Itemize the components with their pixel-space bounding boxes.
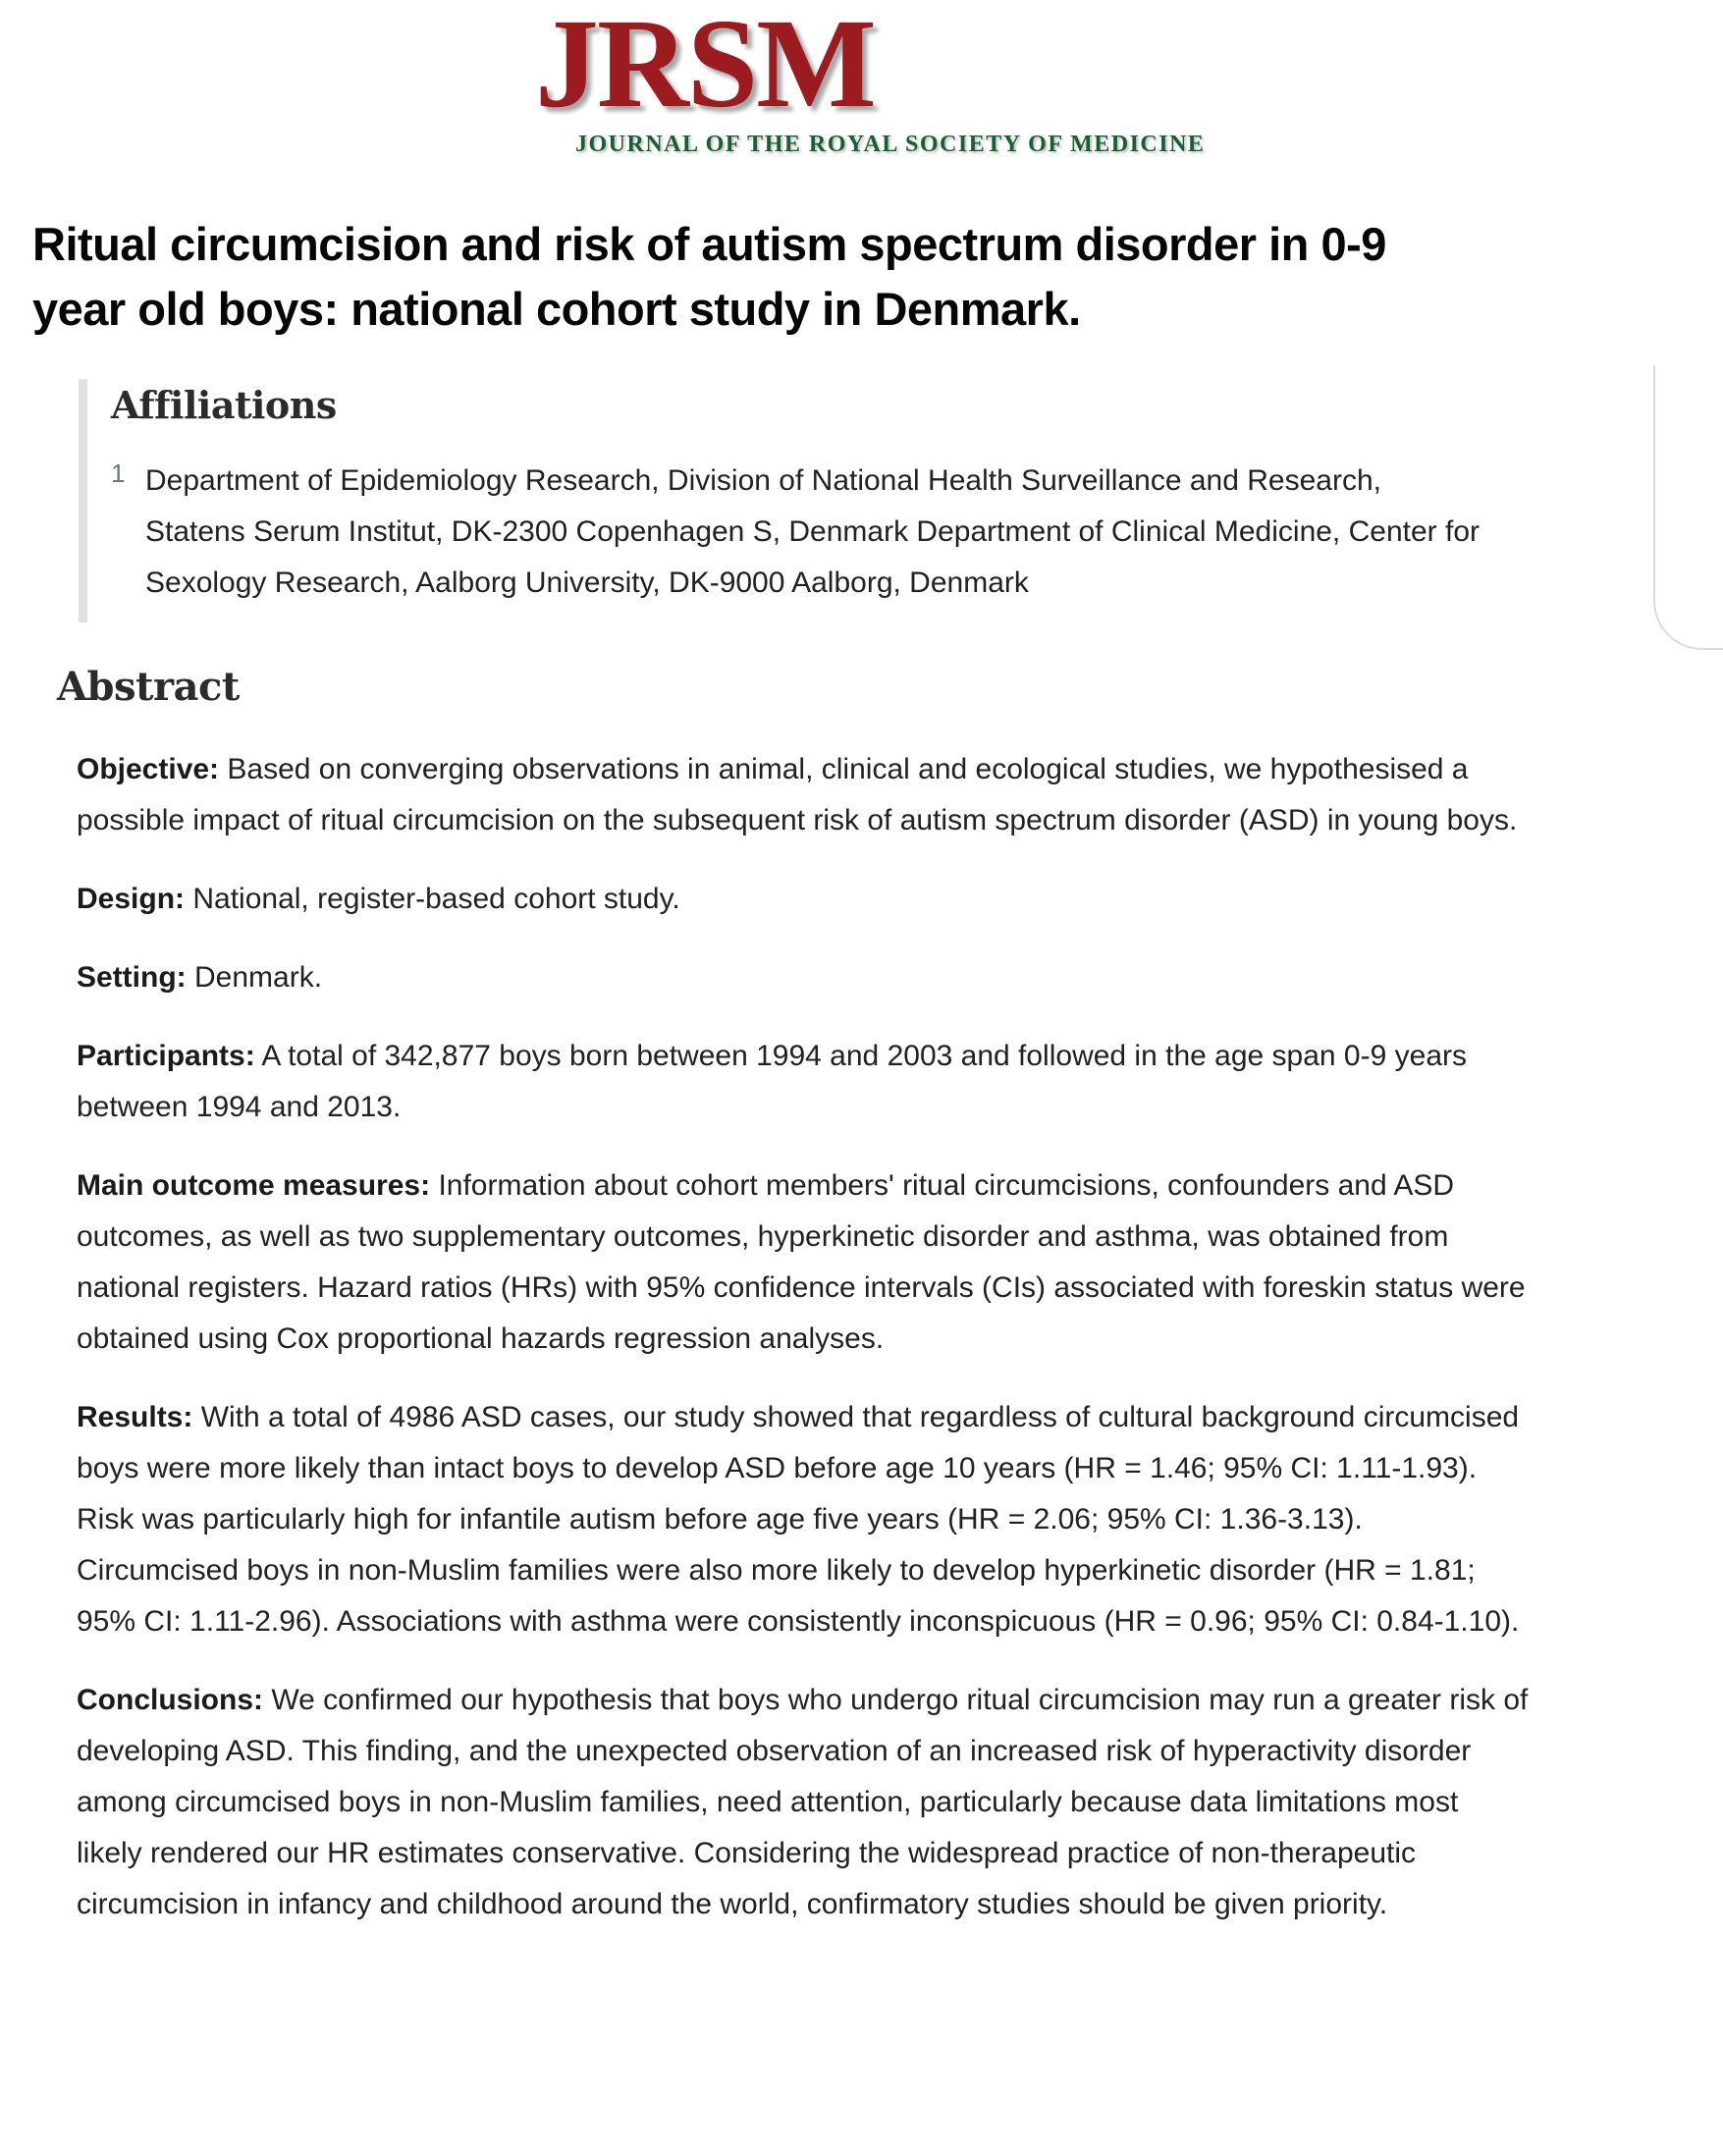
results-text: With a total of 4986 ASD cases, our study showed that regardless of cultural background circumcised boys were more likely than intact boys to develop ASD before age 10 years (HR = 1.46; 95% CI: 1.11-1.93). Risk was particularly high for infantile autism before age five years (HR = 2.06; 95% CI: 1.36-3.13). Circumcised boys in non-Muslim families were also more likely to develop hyperkinetic disorder (HR = 1.81; 95% CI: 1.11-2.96). Associations with asthma were consistently inconspicuous (HR = 0.96; 95% CI: 0.84-1.10). — [77, 1400, 1520, 1638]
abstract-paragraph-design — [77, 874, 1530, 925]
participants-label: Participants: — [77, 1039, 255, 1072]
conclusions-label: Conclusions: — [77, 1683, 264, 1716]
journal-logo — [0, 0, 1723, 167]
affiliation-list — [111, 456, 1723, 609]
participants-text: A total of 342,877 boys born between 1994 and 2003 and followed in the age span 0-9 years between 1994 and 2013. — [77, 1039, 1467, 1123]
abstract-paragraph-setting — [77, 952, 1530, 1003]
abstract-heading: Abstract — [57, 663, 240, 710]
results-label: Results: — [77, 1400, 193, 1433]
floating-panel-edge — [1653, 365, 1723, 650]
abstract-paragraph-participants — [77, 1031, 1530, 1133]
main-outcome-measures-text: Information about cohort members' ritual circumcisions, confounders and ASD outcomes, as well as two supplementary outcomes, hyperkinetic disorder and asthma, was obtained from national registers. Hazard ratios (HRs) with 95% confidence intervals (CIs) associated with foreskin status were obtained using Cox proportional hazards regression analyses. — [77, 1168, 1526, 1355]
objective-label: Objective: — [77, 752, 220, 785]
setting-label: Setting: — [77, 960, 187, 994]
conclusions-text: We confirmed our hypothesis that boys who undergo ritual circumcision may run a greater risk of developing ASD. This finding, and the unexpected observation of an increased risk of hyperactivity disorder among circumcised boys in non-Muslim families, need attention, particularly because data limitations most likely rendered our HR estimates conservative. Considering the widespread practice of non-therapeutic circumcision in infancy and childhood around the world, confirmatory studies should be given priority. — [77, 1683, 1529, 1920]
abstract-paragraph-conclusions — [77, 1675, 1530, 1930]
affiliations-section — [79, 379, 1723, 622]
objective-text: Based on converging observations in animal, clinical and ecological studies, we hypothesised a possible impact of ritual circumcision on the subsequent risk of autism spectrum disorder (ASD) in young boys. — [77, 752, 1518, 836]
abstract-paragraph-main-outcome-measures — [77, 1160, 1530, 1365]
abstract-section — [0, 664, 1723, 1930]
journal-logo-acronym: JRSM — [535, 0, 875, 135]
abstract-body — [77, 744, 1530, 1930]
design-label: Design: — [77, 882, 186, 915]
page-title: Ritual circumcision and risk of autism spectrum disorder in 0-9 year old boys: national cohort study in Denmark. — [32, 218, 1386, 335]
abstract-paragraph-objective — [77, 744, 1530, 846]
affiliation-text: Department of Epidemiology Research, Division of National Health Surveillance and Research, Statens Serum Institut, DK-2300 Copenhagen S, Denmark Department of Clinical Medicine, Center for Sexology Research, Aalborg University, DK-9000 Aalborg, Denmark — [145, 463, 1480, 599]
main-outcome-measures-label: Main outcome measures: — [77, 1168, 431, 1202]
setting-text: Denmark. — [194, 960, 323, 994]
affiliation-item — [111, 456, 1723, 609]
abstract-paragraph-results — [77, 1392, 1530, 1647]
design-text: National, register-based cohort study. — [192, 882, 680, 915]
journal-logo-tagline: JOURNAL OF THE ROYAL SOCIETY OF MEDICINE — [575, 132, 1206, 157]
affiliations-heading: Affiliations — [111, 383, 337, 427]
affiliation-number: 1 — [111, 458, 126, 488]
